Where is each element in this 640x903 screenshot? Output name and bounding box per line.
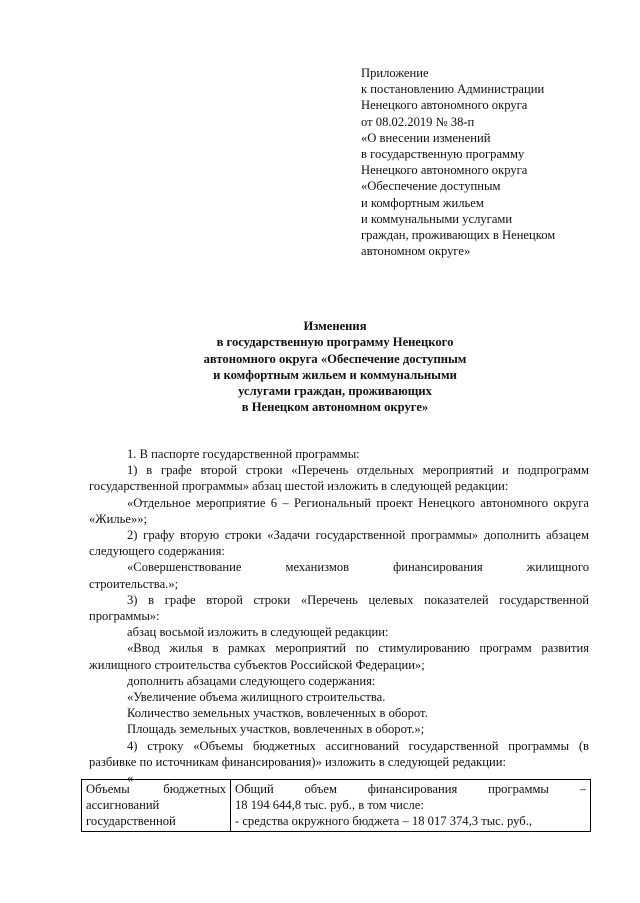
appendix-line: Приложение	[361, 66, 429, 80]
appendix-line: автономном округе»	[361, 244, 471, 259]
cell-word: объем	[304, 782, 337, 796]
title-line: Изменения	[303, 319, 367, 333]
cell-word: –	[579, 782, 586, 796]
subitem-3-b-line: Площадь земельных участков, вовлеченных в оборот.»;	[127, 722, 425, 737]
appendix-line: от 08.02.2019 № 38-п	[361, 114, 475, 129]
cell-line: 18 194 644,8 тыс. руб., в том числе:	[235, 798, 424, 813]
subitem-3-a: абзац восьмой изложить в следующей редакции:	[127, 625, 389, 640]
cell-line: - средства окружного бюджета – 18 017 374,3 тыс. руб.,	[235, 814, 533, 829]
subitem-3: 3) в графе второй строки «Перечень целевых показателей государственной программы»:	[89, 592, 589, 624]
cell-line: ассигнований	[86, 798, 160, 813]
cell-line: государственной	[86, 814, 176, 829]
subitem-2: 2) графу вторую строки «Задачи государственной программы» дополнить абзацем следующего содержания:	[89, 528, 589, 559]
appendix-line: «Обеспечение доступным	[361, 179, 501, 194]
document-title	[0, 318, 640, 416]
subitem-2-text-line	[89, 559, 589, 575]
table-row	[82, 780, 591, 832]
cell-word: Общий	[235, 782, 274, 796]
cell-word: бюджетных	[163, 782, 226, 796]
title-line: в государственную программу Ненецкого	[216, 335, 454, 350]
opening-quote: «	[127, 771, 134, 786]
appendix-block	[361, 65, 621, 259]
title-line: и комфортным жильем и коммунальными	[213, 367, 457, 382]
document-body	[89, 446, 589, 786]
appendix-line: к постановлению Администрации	[361, 82, 545, 97]
title-line: автономного округа «Обеспечение доступным	[203, 351, 467, 366]
subitem-1-text: «Отдельное мероприятие 6 – Региональный проект Ненецкого автономного округа «Жилье»»;	[89, 495, 589, 526]
appendix-line: и коммунальными услугами	[361, 211, 513, 226]
subitem-4: 4) строку «Объемы бюджетных ассигнований государственной программы (в разбивке по источникам финансирования)» изложить в следующей редакции:	[89, 738, 589, 769]
word: жилищного	[526, 560, 589, 575]
title-line: услугами граждан, проживающих	[238, 384, 432, 399]
title-line: в Ненецком автономном округе»	[241, 400, 429, 415]
appendix-line: и комфортным жильем	[361, 195, 484, 210]
cell-word: Объемы	[86, 782, 130, 796]
cell-word: финансирования	[367, 782, 458, 796]
appendix-line: «О внесении изменений	[361, 130, 491, 145]
appendix-line: в государственную программу	[361, 147, 525, 162]
subitem-3-b-line: «Увеличение объема жилищного строительства.	[127, 690, 386, 705]
subitem-3-b: дополнить абзацами следующего содержания:	[127, 673, 376, 688]
word: финансирования	[393, 560, 483, 575]
appendix-line: Ненецкого автономного округа	[361, 98, 528, 113]
cell-word: программы	[488, 782, 549, 796]
appendix-line: Ненецкого автономного округа	[361, 163, 528, 178]
word: механизмов	[285, 560, 350, 575]
section-1-heading: 1. В паспорте государственной программы:	[127, 447, 360, 461]
table-cell-value	[231, 780, 591, 832]
budget-table	[81, 779, 591, 832]
subitem-3-a-text: «Ввод жилья в рамках мероприятий по стимулированию программ развития жилищного строительства субъектов Российской Федерации»;	[89, 641, 589, 672]
subitem-3-b-line: Количество земельных участков, вовлеченных в оборот.	[127, 706, 428, 721]
table-cell-label	[82, 780, 231, 832]
appendix-line: граждан, проживающих в Ненецком	[361, 228, 556, 243]
subitem-1: 1) в графе второй строки «Перечень отдельных мероприятий и подпрограмм государственной программы» абзац шестой изложить в следующей редакции:	[89, 463, 589, 494]
word: «Совершенствование	[127, 560, 242, 575]
subitem-2-text-end: строительства.»;	[89, 576, 179, 591]
